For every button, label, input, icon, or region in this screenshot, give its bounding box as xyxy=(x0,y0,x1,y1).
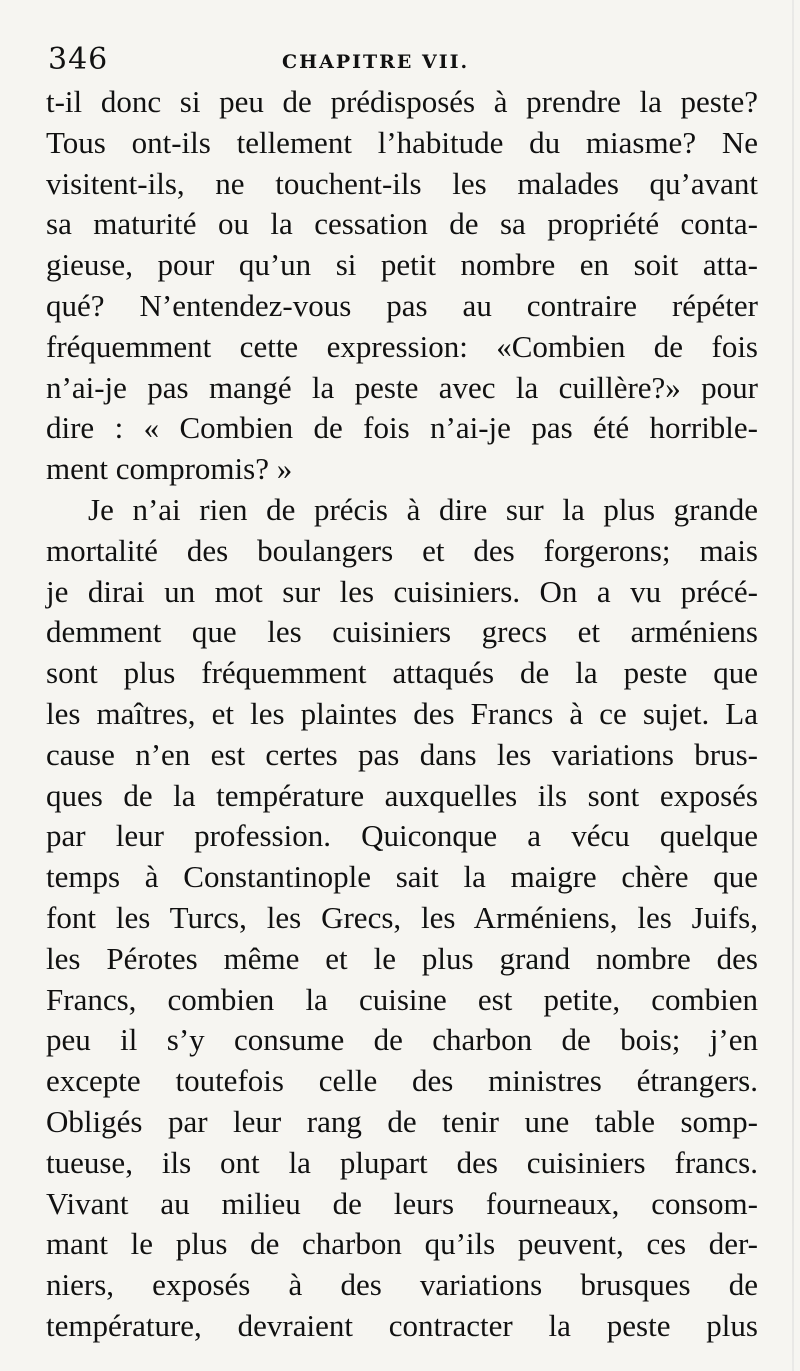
text-line: niers, exposés à des variations brusques de xyxy=(46,1267,758,1303)
text-line: peu il s’y consume de charbon de bois; j’en xyxy=(46,1022,758,1058)
text-line: par leur profession. Quiconque a vécu quelque xyxy=(46,818,758,854)
page-number: 346 xyxy=(48,42,109,77)
text-line: mortalité des boulangers et des forgerons; mais xyxy=(46,532,758,568)
running-head xyxy=(44,40,756,80)
text-line: ques de la température auxquelles ils sont exposés xyxy=(46,777,758,813)
body-text xyxy=(46,82,758,1347)
text-line: gieuse, pour qu’un si petit nombre en soit atta- xyxy=(46,247,758,283)
text-line: sont plus fréquemment attaqués de la peste que xyxy=(46,655,758,691)
text-line: font les Turcs, les Grecs, les Arméniens, les Juifs, xyxy=(46,899,758,935)
text-line: cause n’en est certes pas dans les variations brus- xyxy=(46,736,758,772)
text-line: n’ai-je pas mangé la peste avec la cuillère?» pour xyxy=(46,369,758,405)
text-line: sa maturité ou la cessation de sa propriété conta- xyxy=(46,206,758,242)
text-line: demment que les cuisiniers grecs et arméniens xyxy=(46,614,758,650)
text-line: dire : « Combien de fois n’ai-je pas été horrible- xyxy=(46,410,758,446)
text-line: t-il donc si peu de prédisposés à prendre la peste? xyxy=(46,84,758,119)
text-line: visitent-ils, ne touchent-ils les malades qu’avant xyxy=(46,165,758,201)
text-line: Vivant au milieu de leurs fourneaux, consom- xyxy=(46,1185,758,1221)
text-line: Tous ont-ils tellement l’habitude du miasme? Ne xyxy=(46,124,758,160)
text-line: mant le plus de charbon qu’ils peuvent, ces der- xyxy=(46,1226,758,1262)
text-line: Francs, combien la cuisine est petite, combien xyxy=(46,981,758,1017)
text-line: ment compromis? » xyxy=(46,451,293,487)
page-edge-shadow xyxy=(792,0,794,1371)
text-line: temps à Constantinople sait la maigre chère que xyxy=(46,859,758,895)
paragraph-first-line: Je n’ai rien de précis à dire sur la plus grande xyxy=(88,491,758,527)
text-line: température, devraient contracter la peste plus xyxy=(46,1307,758,1343)
text-line: les maîtres, et les plaintes des Francs à ce sujet. La xyxy=(46,695,758,731)
text-line: qué? N’entendez-vous pas au contraire répéter xyxy=(46,287,758,323)
text-line: fréquemment cette expression: «Combien de fois xyxy=(46,328,758,364)
text-line: Obligés par leur rang de tenir une table somp- xyxy=(46,1103,758,1139)
text-line: je dirai un mot sur les cuisiniers. On a vu précé- xyxy=(46,573,758,609)
text-line: excepte toutefois celle des ministres étrangers. xyxy=(46,1063,758,1099)
text-line: les Pérotes même et le plus grand nombre des xyxy=(46,940,758,976)
chapter-title: CHAPITRE VII. xyxy=(282,51,470,73)
text-line: tueuse, ils ont la plupart des cuisiniers francs. xyxy=(46,1144,758,1180)
